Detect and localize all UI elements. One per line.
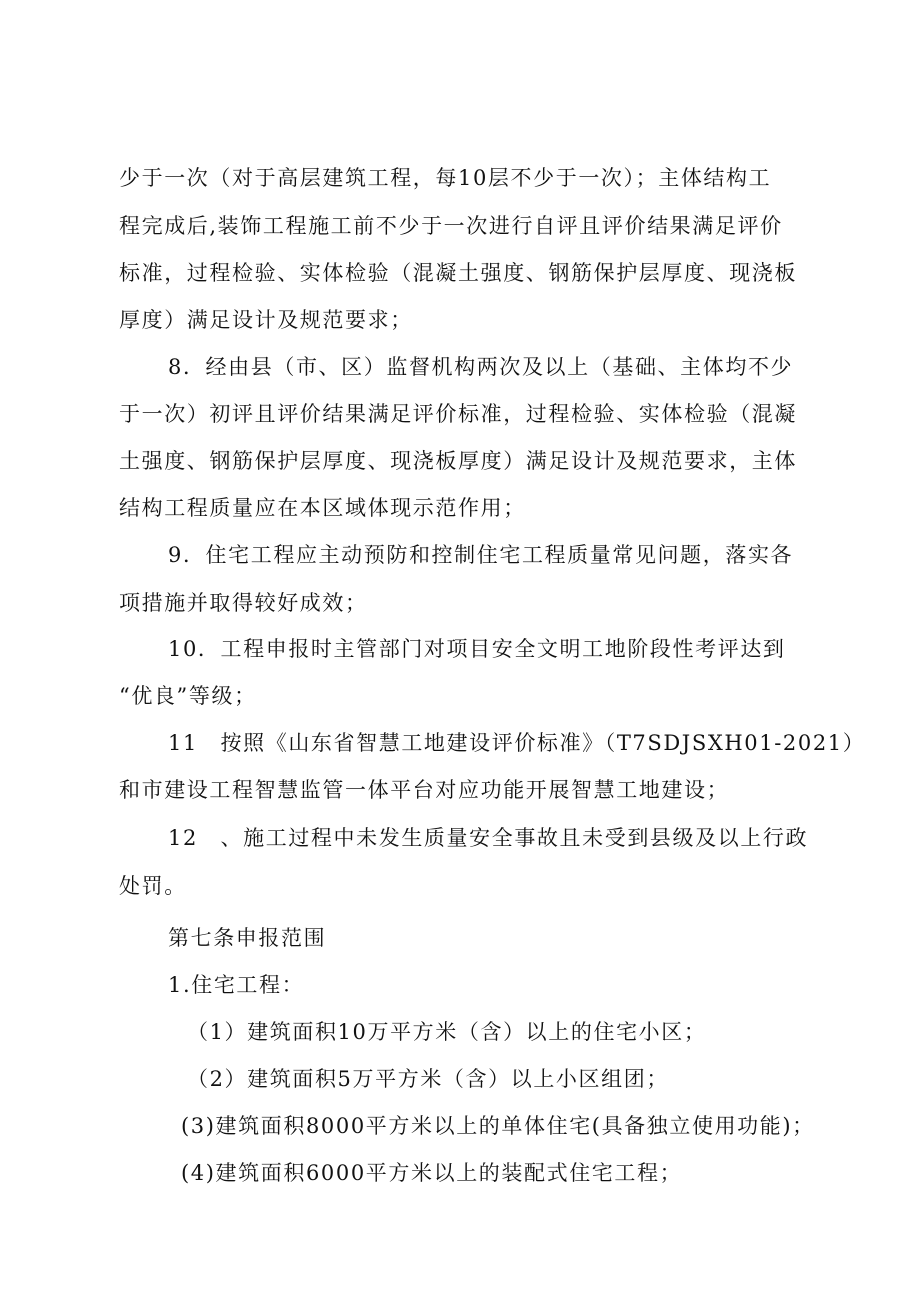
text-line: 处罚。 — [119, 874, 187, 898]
text-line: 和市建设工程智慧监管一体平台对应功能开展智慧工地建设； — [119, 778, 730, 802]
section-heading: 第七条申报范围 — [168, 926, 327, 950]
text-line: 少于一次（对于高层建筑工程，每10层不少于一次）；主体结构工 — [119, 166, 772, 190]
text-line: 土强度、钢筋保护层厚度、现浇板厚度）满足设计及规范要求，主体 — [119, 449, 797, 473]
list-item: (4)建筑面积6000平方米以上的装配式住宅工程； — [181, 1161, 683, 1185]
text-line: 项措施并取得较好成效； — [119, 591, 368, 615]
text-line: 8．经由县（市、区）监督机构两次及以上（基础、主体均不少 — [168, 355, 794, 379]
text-line: 于一次）初评且评价结果满足评价标准，过程检验、实体检验（混凝 — [119, 402, 797, 426]
list-item: （1）建筑面积10万平方米（含）以上的住宅小区； — [187, 1020, 707, 1044]
text-line: 标准，过程检验、实体检验（混凝土强度、钢筋保护层厚度、现浇板 — [119, 261, 797, 285]
list-item: （2）建筑面积5万平方米（含）以上小区组团； — [187, 1067, 669, 1091]
text-line: 10．工程申报时主管部门对项目安全文明工地阶段性考评达到 — [168, 637, 786, 661]
text-line: 程完成后,装饰工程施工前不少于一次进行自评且评价结果满足评价 — [119, 214, 783, 238]
text-line: 结构工程质量应在本区域体现示范作用； — [119, 496, 526, 520]
text-line: 12 、施工过程中未发生质量安全事故且未受到县级及以上行政 — [168, 826, 809, 850]
list-item: (3)建筑面积8000平方米以上的单体住宅(具备独立使用功能)； — [181, 1114, 815, 1138]
text-line: 1.住宅工程： — [168, 973, 305, 997]
text-line: “优良”等级； — [119, 684, 257, 708]
text-line: 11 按照《山东省智慧工地建设评价标准》（T7SDJSXH01-2021） — [168, 731, 866, 755]
text-line: 厚度）满足设计及规范要求； — [119, 308, 413, 332]
text-line: 9．住宅工程应主动预防和控制住宅工程质量常见问题，落实各 — [168, 543, 794, 567]
